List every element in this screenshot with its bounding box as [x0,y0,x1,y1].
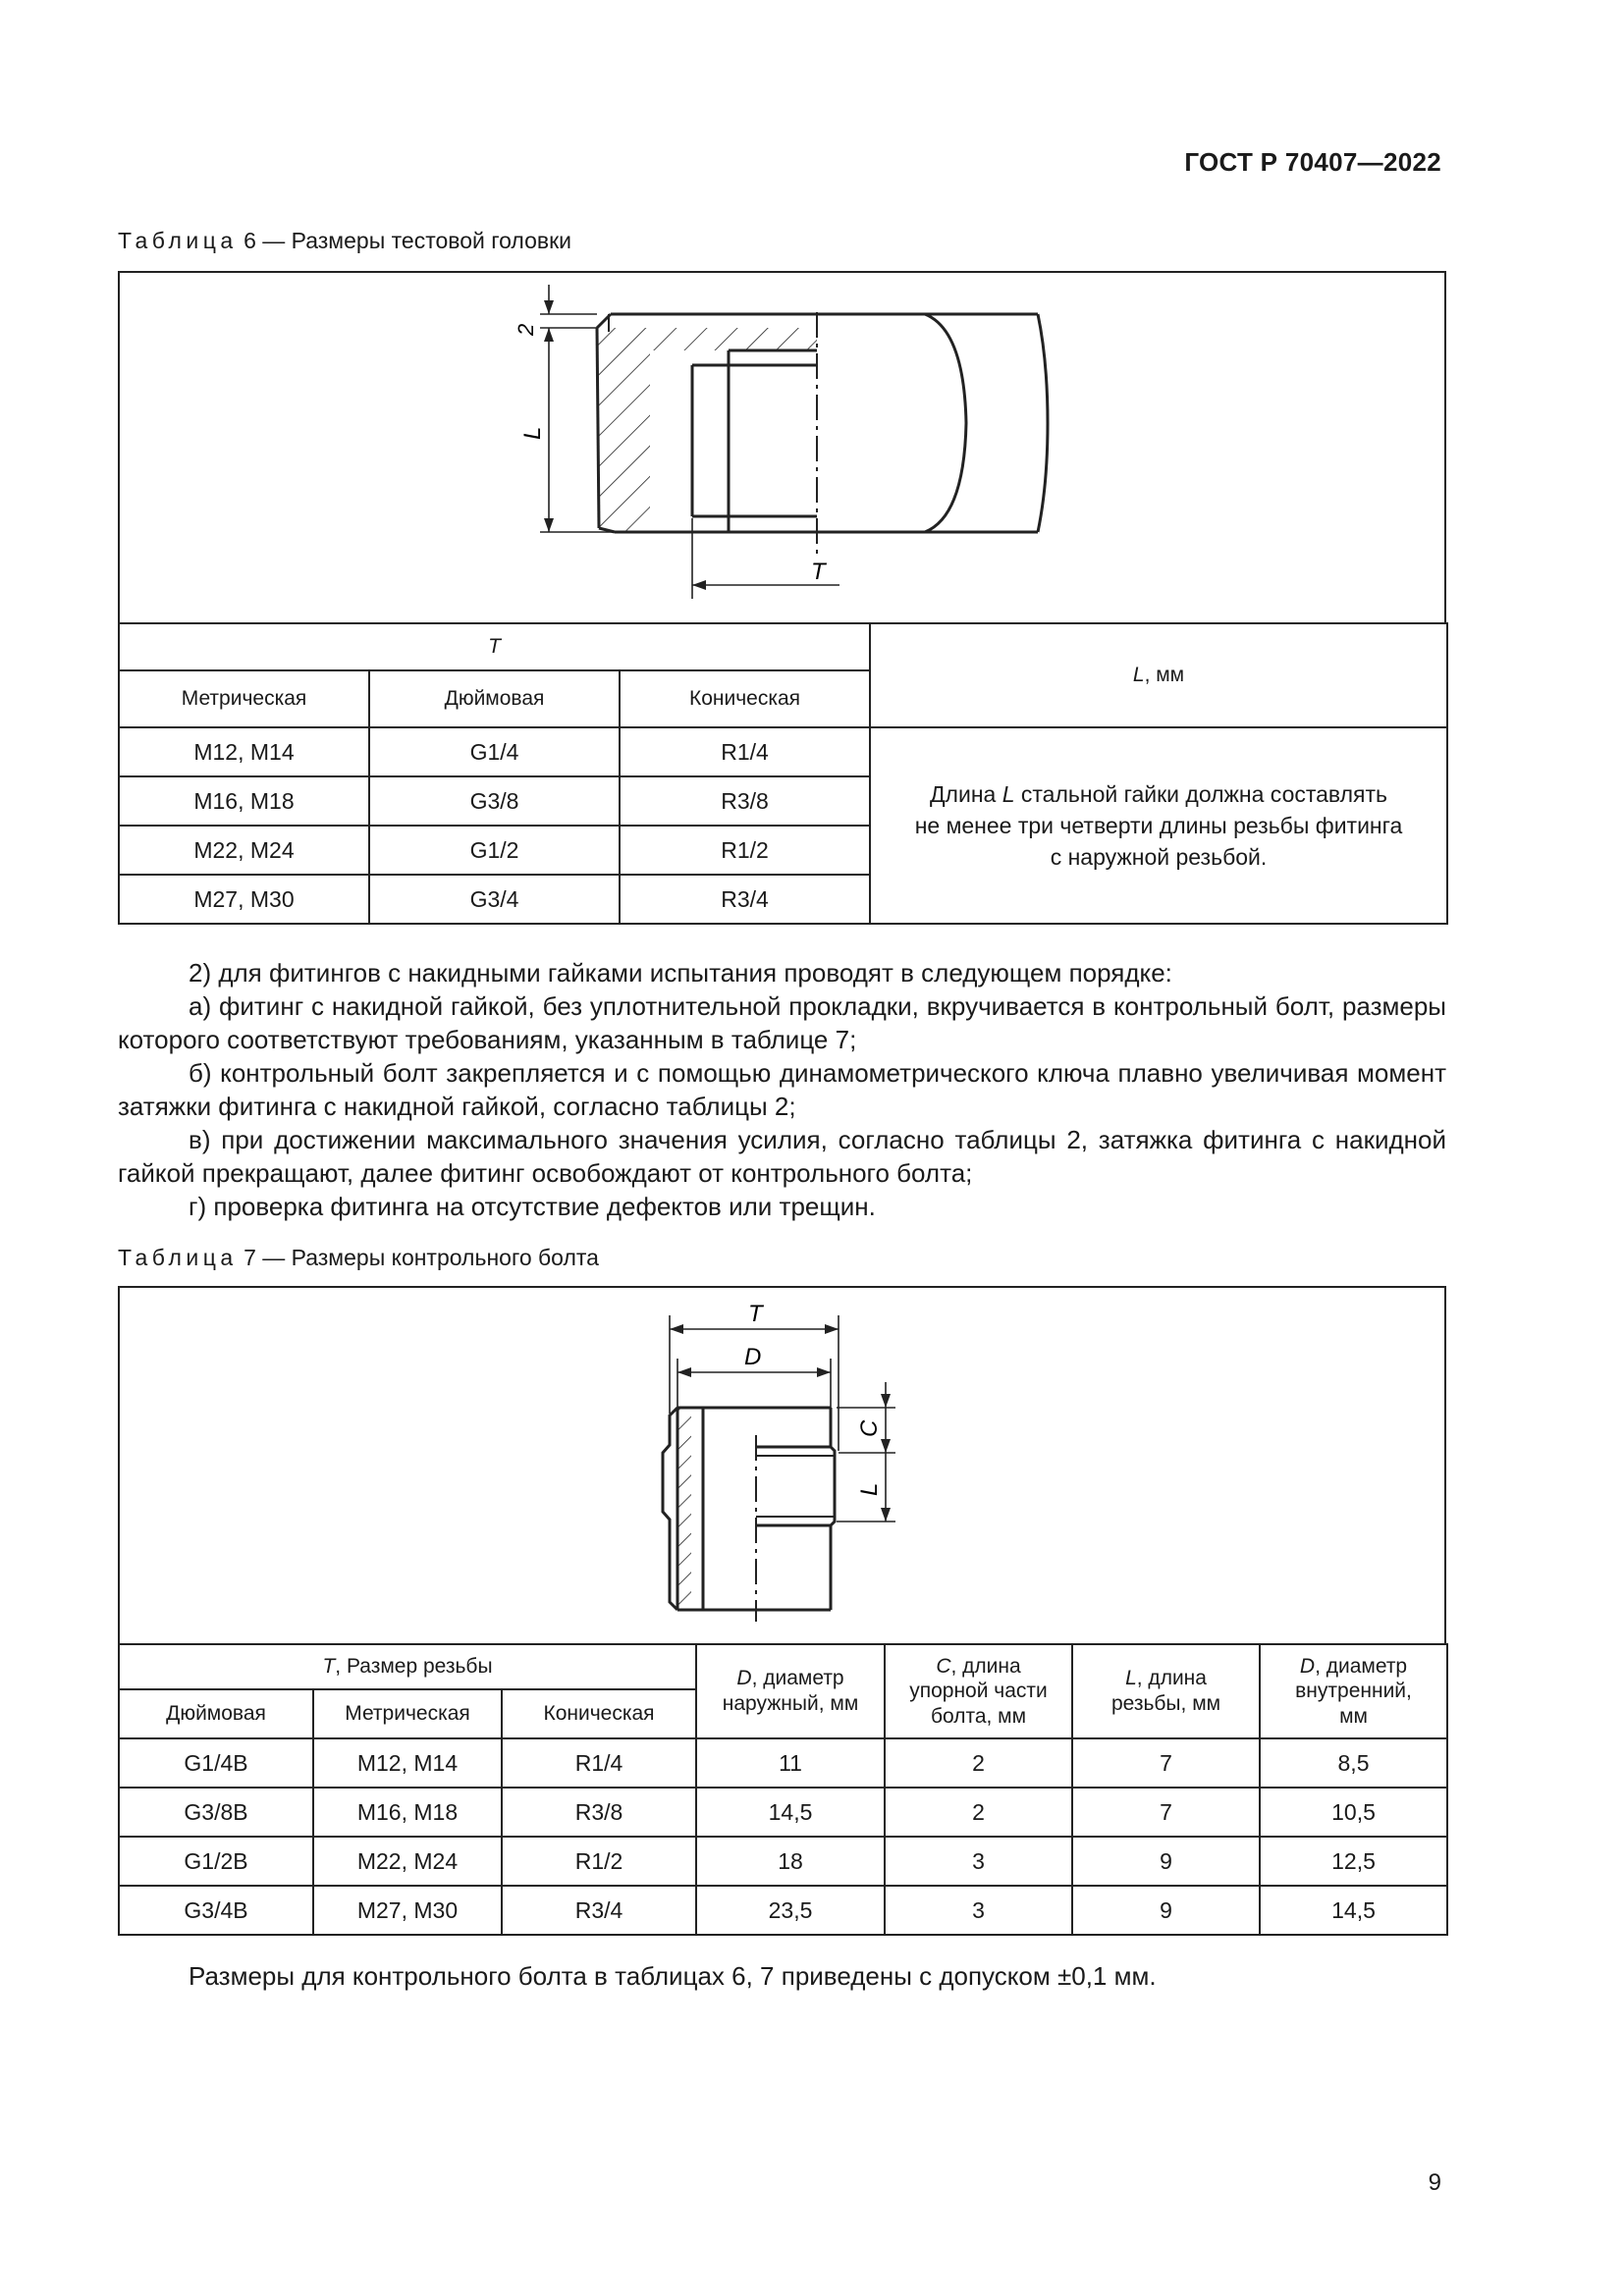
table-cell: M27, M30 [313,1886,502,1935]
table7-header-thread-size: T, Размер резьбы [119,1644,696,1689]
table6-caption [118,228,571,254]
table-cell: 11 [696,1738,885,1788]
table-cell: 9 [1072,1837,1260,1886]
paragraph: 2) для фитингов с накидными гайками испытания проводят в следующем порядке: [189,958,1172,988]
table-cell: R3/8 [620,776,870,826]
table7-header-inch: Дюймовая [119,1689,313,1738]
table-cell: 10,5 [1260,1788,1447,1837]
table-cell: 3 [885,1837,1072,1886]
paragraph: а) фитинг с накидной гайкой, без уплотнительной прокладки, вкручивается в контрольный болт, размеры которого соответствуют требованиям, указанным в таблице 7; [118,991,1446,1054]
table-cell: G1/2 [369,826,620,875]
table-cell: M22, M24 [119,826,369,875]
table-cell: G3/4B [119,1886,313,1935]
paragraph: в) при достижении максимального значения усилия, согласно таблицы 2, затяжка фитинга с накидной гайкой прекращают, далее фитинг освобождают от контрольного болта; [118,1125,1446,1188]
table-row [119,1886,1447,1935]
table-cell: 7 [1072,1738,1260,1788]
control-bolt-dim-C: C [856,1419,883,1437]
test-head-drawing [120,273,1444,622]
table-cell: G1/2B [119,1837,313,1886]
table-cell: 2 [885,1738,1072,1788]
table7-header-thread-length: L, длина резьбы, мм [1072,1644,1260,1738]
table7-header-inner-diameter: D, диаметр внутренний, мм [1260,1644,1447,1738]
table6-header-inch: Дюймовая [369,670,620,727]
table-cell: 3 [885,1886,1072,1935]
table-row [119,1837,1447,1886]
document-id: ГОСТ Р 70407—2022 [1184,147,1441,177]
table7-header-outer-diameter: D, диаметр наружный, мм [696,1644,885,1738]
table6-header-conical: Коническая [620,670,870,727]
table6-dimensions [118,622,1448,925]
table6-length-note: Длина L стальной гайки должна составлять не менее три четверти длины резьбы фитинга с наружной резьбой. [870,727,1447,924]
table6-header-T: T [119,623,870,670]
table-cell: M12, M14 [313,1738,502,1788]
table6-figure-frame [118,271,1446,622]
table-cell: M16, M18 [119,776,369,826]
table-cell: G3/4 [369,875,620,924]
table-row [119,1788,1447,1837]
table7-caption-word: Таблица [118,1245,238,1270]
table7-caption-title: 7 — Размеры контрольного болта [244,1245,599,1270]
table-cell: R3/4 [502,1886,696,1935]
table6-caption-word: Таблица [118,228,238,253]
table-cell: R1/2 [620,826,870,875]
table-cell: 12,5 [1260,1837,1447,1886]
procedure-text [118,956,1446,1223]
test-head-section [591,312,1048,558]
table-cell: R3/8 [502,1788,696,1837]
table-cell: M22, M24 [313,1837,502,1886]
test-head-dim-2: 2 [514,323,538,336]
table-cell: G3/8 [369,776,620,826]
table6-header-L: L, мм [870,623,1447,727]
table7-figure-frame [118,1286,1446,1643]
table-cell: 14,5 [1260,1886,1447,1935]
table6-header-metric: Метрическая [119,670,369,727]
table-cell: 9 [1072,1886,1260,1935]
page-number: 9 [1428,2169,1441,2196]
table-cell: M12, M14 [119,727,369,776]
table-row [119,727,1447,776]
paragraph: г) проверка фитинга на отсутствие дефектов или трещин. [189,1192,876,1221]
test-head-dim-T: T [811,559,826,585]
control-bolt-dim-L: L [856,1482,883,1496]
table7-header-stop-length: C, длина упорной части болта, мм [885,1644,1072,1738]
table6-caption-title: 6 — Размеры тестовой головки [244,228,572,253]
table-cell: G3/8B [119,1788,313,1837]
table7-header-metric: Метрическая [313,1689,502,1738]
control-bolt-drawing [120,1288,1444,1643]
table-cell: 14,5 [696,1788,885,1837]
table-cell: M27, M30 [119,875,369,924]
table-cell: R3/4 [620,875,870,924]
tolerance-note: Размеры для контрольного болта в таблицах 6, 7 приведены с допуском ±0,1 мм. [189,1961,1157,1991]
table7-caption [118,1245,599,1271]
table-cell: R1/4 [620,727,870,776]
table7-dimensions [118,1643,1448,1936]
table-cell: R1/4 [502,1738,696,1788]
table-cell: 8,5 [1260,1738,1447,1788]
table-cell: 2 [885,1788,1072,1837]
table-cell: 18 [696,1837,885,1886]
control-bolt-section [663,1408,835,1622]
table-row [119,1738,1447,1788]
table-cell: 7 [1072,1788,1260,1837]
table-cell: G1/4B [119,1738,313,1788]
control-bolt-dim-T: T [748,1301,763,1327]
table7-header-conical: Коническая [502,1689,696,1738]
table-cell: G1/4 [369,727,620,776]
paragraph: б) контрольный болт закрепляется и с помощью динамометрического ключа плавно увеличивая момент затяжки фитинга с накидной гайкой, согласно таблицы 2; [118,1058,1446,1121]
test-head-dim-L: L [519,426,546,440]
table-cell: R1/2 [502,1837,696,1886]
table-cell: 23,5 [696,1886,885,1935]
control-bolt-dim-D: D [744,1344,762,1370]
table-cell: M16, M18 [313,1788,502,1837]
